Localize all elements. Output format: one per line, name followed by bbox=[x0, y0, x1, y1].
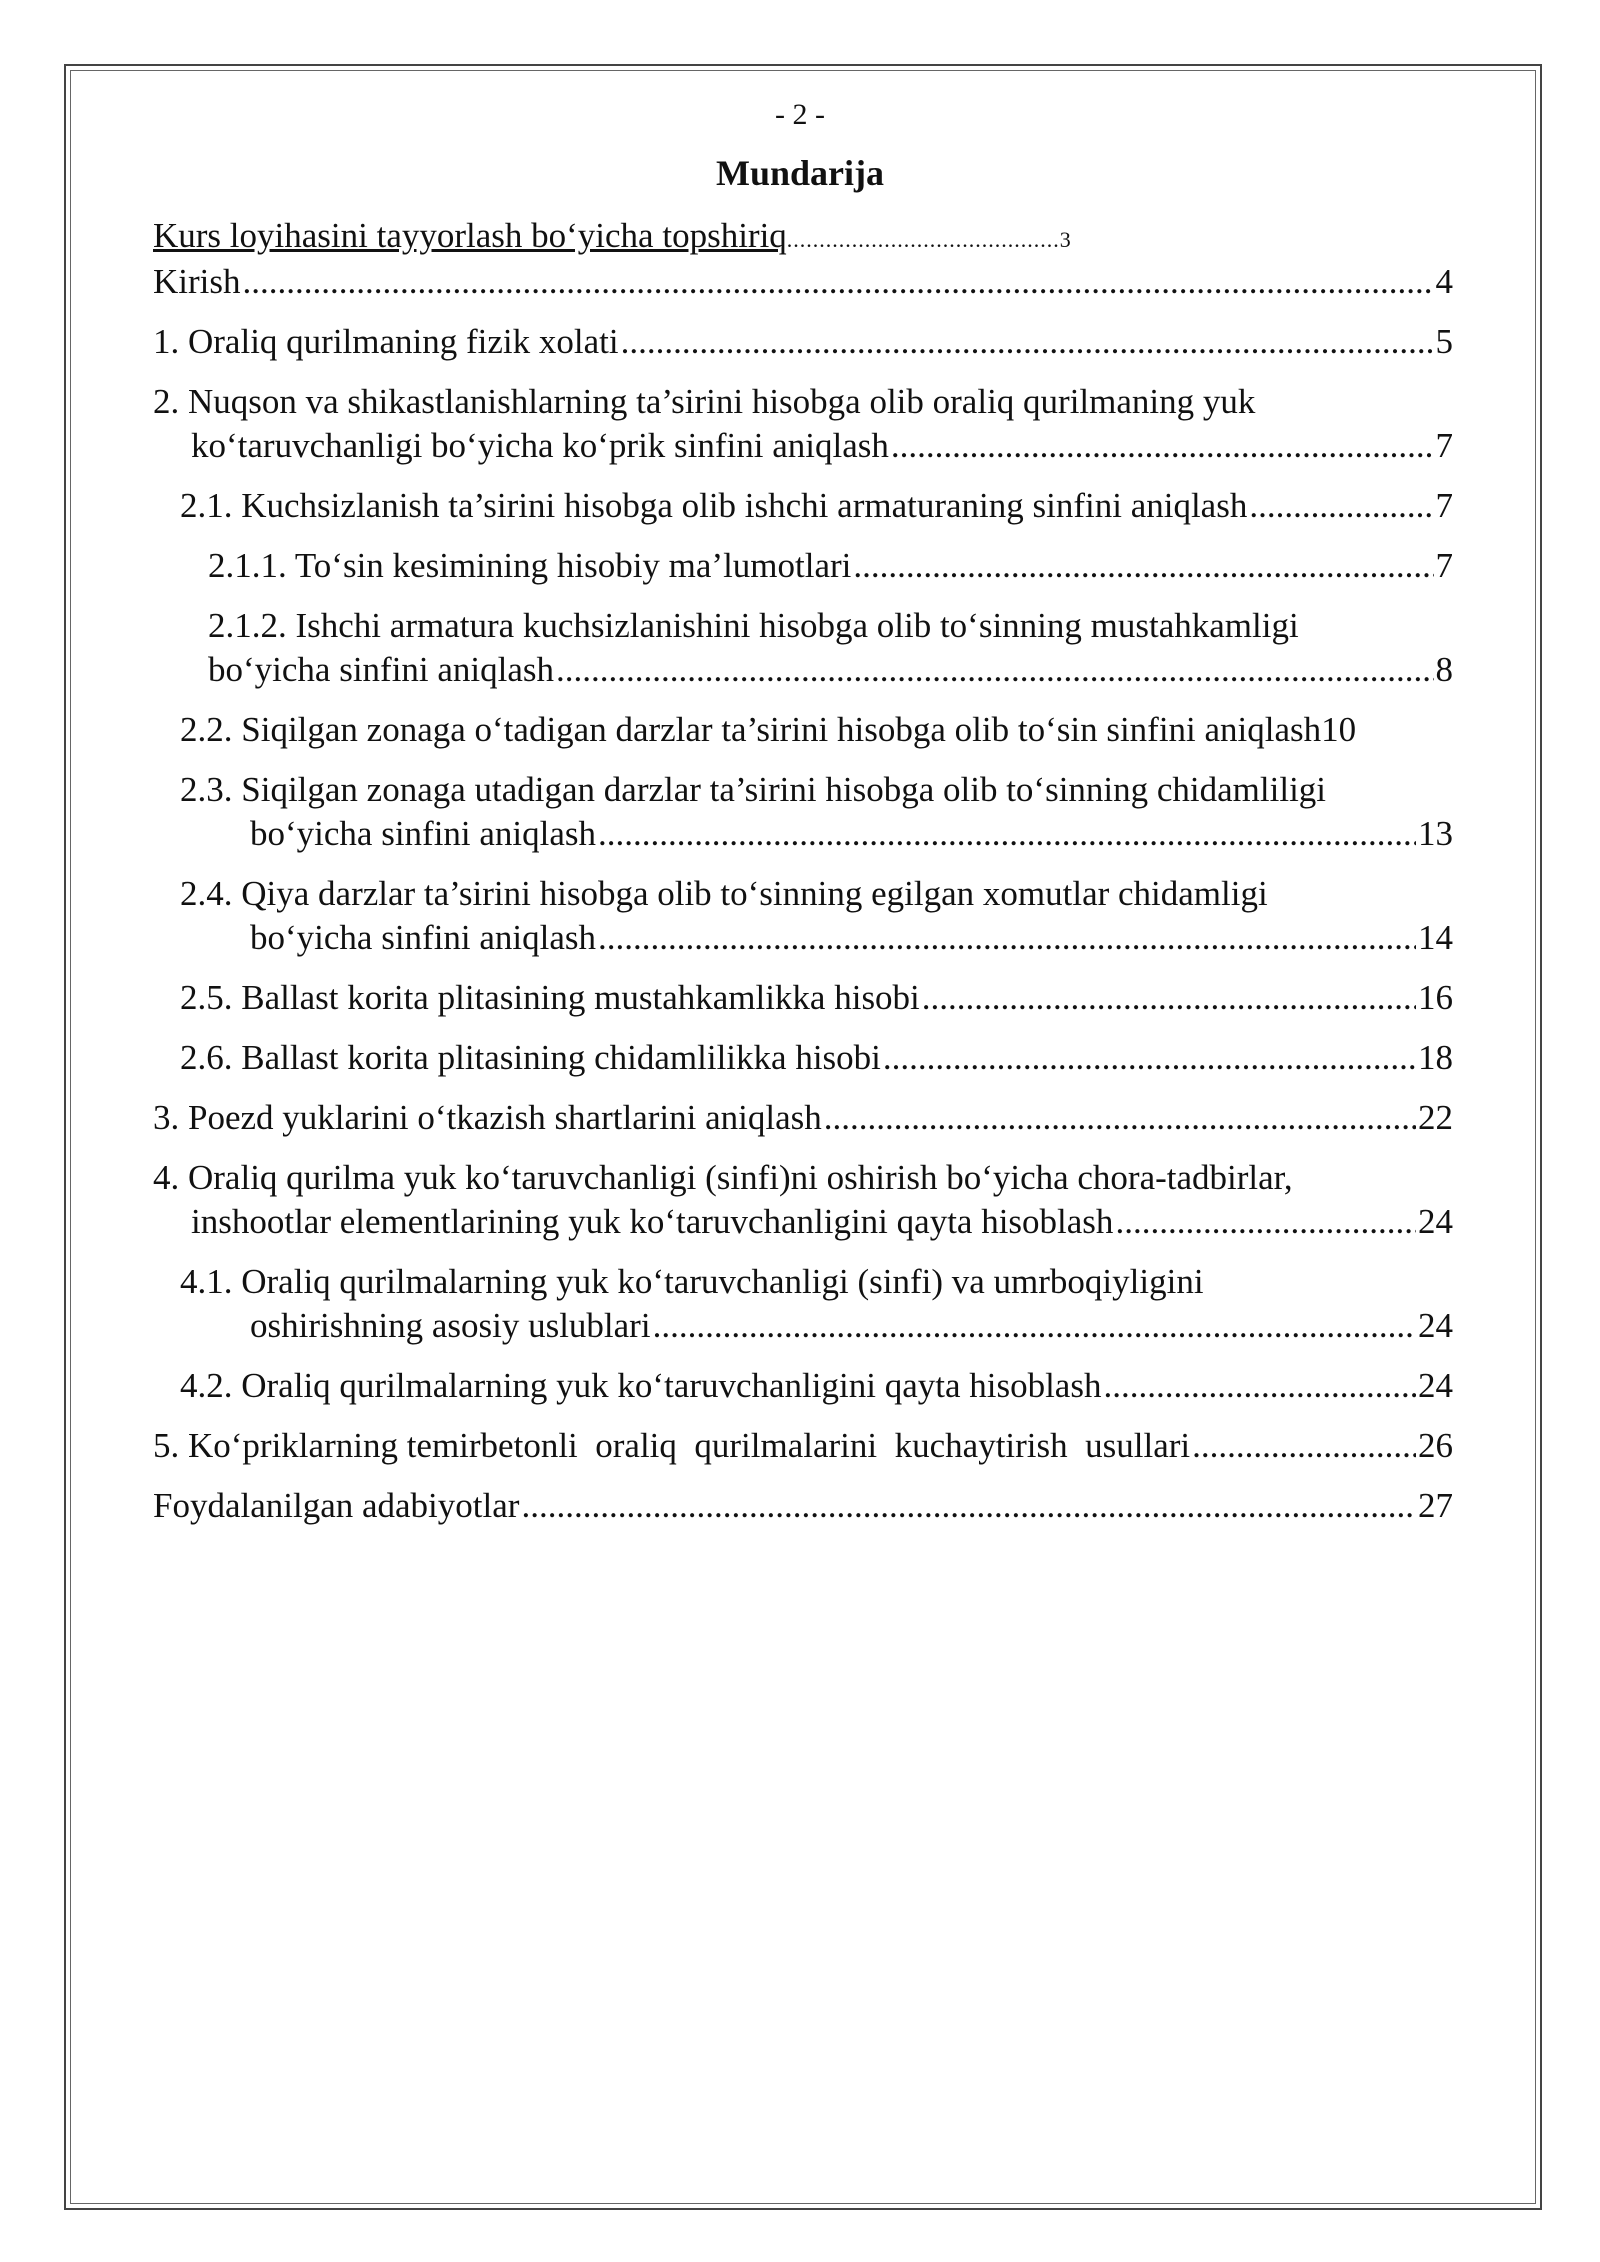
toc-page-number: 22 bbox=[1418, 1098, 1453, 1137]
toc-entry-title-line1: 2.1.2. Ishchi armatura kuchsizlanishini hisobga olib to‘sinning mustahkamligi bbox=[208, 606, 1299, 645]
toc-dot-leader bbox=[598, 916, 1416, 960]
toc-dot-leader bbox=[621, 320, 1434, 364]
toc-entry-4[interactable] bbox=[153, 1156, 1453, 1244]
toc-dot-leader bbox=[1115, 1200, 1416, 1244]
toc-dot-leader bbox=[653, 1304, 1416, 1348]
toc-entry-4-1[interactable] bbox=[153, 1260, 1453, 1348]
toc-entry-link[interactable]: Kurs loyihasini tayyorlash bo‘yicha topshiriq bbox=[153, 216, 787, 255]
toc-dot-leader: .......................................... bbox=[786, 227, 1060, 252]
toc-entry-title: ko‘taruvchanligi bo‘yicha ko‘prik sinfini aniqlash bbox=[191, 426, 889, 465]
toc-entry-2-1-2[interactable] bbox=[153, 604, 1453, 692]
toc-entry-assignment[interactable] bbox=[153, 212, 1453, 260]
toc-page-number: 27 bbox=[1418, 1486, 1453, 1525]
toc-page-number: 13 bbox=[1418, 814, 1453, 853]
toc-entry-2-3[interactable] bbox=[153, 768, 1453, 856]
toc-dot-leader bbox=[1103, 1364, 1416, 1408]
toc-entry-title-line1: 2. Nuqson va shikastlanishlarning ta’sirini hisobga olib oraliq qurilmaning yuk bbox=[153, 382, 1256, 421]
toc-dot-leader bbox=[521, 1484, 1416, 1528]
toc-dot-leader bbox=[853, 544, 1433, 588]
toc-entry-title: 2.6. Ballast korita plitasining chidamlilikka hisobi bbox=[180, 1038, 881, 1077]
toc-page-number: 4 bbox=[1435, 262, 1453, 301]
toc-page-number: 8 bbox=[1435, 650, 1453, 689]
toc-entry-title: oshirishning asosiy uslublari bbox=[250, 1306, 651, 1345]
toc-entry-2-5[interactable] bbox=[153, 976, 1453, 1020]
toc-page-number: 14 bbox=[1418, 918, 1453, 957]
toc-dot-leader bbox=[824, 1096, 1416, 1140]
toc-entry-title: bo‘yicha sinfini aniqlash bbox=[208, 650, 555, 689]
toc-entry-title: Foydalanilgan adabiyotlar bbox=[153, 1486, 520, 1525]
toc-entry-title-line1: 2.3. Siqilgan zonaga utadigan darzlar ta’sirini hisobga olib to‘sinning chidamliligi bbox=[180, 770, 1327, 809]
toc-dot-leader bbox=[556, 648, 1433, 692]
toc-entry-2[interactable] bbox=[153, 380, 1453, 468]
toc-entry-references[interactable] bbox=[153, 1484, 1453, 1528]
toc-dot-leader bbox=[1192, 1424, 1416, 1468]
toc-dot-leader bbox=[598, 812, 1416, 856]
toc-page-number: 7 bbox=[1435, 486, 1453, 525]
toc-page-number: 26 bbox=[1418, 1426, 1453, 1465]
toc-entry-1[interactable] bbox=[153, 320, 1453, 364]
toc-entry-title: 2.1.1. To‘sin kesimining hisobiy ma’lumotlari bbox=[208, 546, 852, 585]
toc-entry-title: 2.1. Kuchsizlanish ta’sirini hisobga olib ishchi armaturaning sinfini aniqlash bbox=[180, 486, 1248, 525]
toc-entry-title: 1. Oraliq qurilmaning fizik xolati bbox=[153, 322, 619, 361]
toc-entry-title: Kirish bbox=[153, 262, 241, 301]
toc-page-number: 7 bbox=[1435, 546, 1453, 585]
toc-dot-leader bbox=[922, 976, 1416, 1020]
table-of-contents bbox=[153, 212, 1453, 1528]
page-title: Mundarija bbox=[715, 153, 884, 193]
toc-entry-3[interactable] bbox=[153, 1096, 1453, 1140]
toc-entry-2-1[interactable] bbox=[153, 484, 1453, 528]
toc-entry-title-line1: 4.1. Oraliq qurilmalarning yuk ko‘taruvchanligi (sinfi) va umrboqiyligini bbox=[180, 1262, 1204, 1301]
toc-dot-leader bbox=[891, 424, 1434, 468]
toc-dot-leader bbox=[1249, 484, 1433, 528]
toc-page-number: 18 bbox=[1418, 1038, 1453, 1077]
toc-entry-title: 5. Ko‘priklarning temirbetonli oraliq qurilmalarini kuchaytirish usullari bbox=[153, 1426, 1191, 1465]
toc-entry-title-line1: 4. Oraliq qurilma yuk ko‘taruvchanligi (sinfi)ni oshirish bo‘yicha chora-tadbirlar, bbox=[153, 1158, 1293, 1197]
toc-entry-title: 3. Poezd yuklarini o‘tkazish shartlarini aniqlash bbox=[153, 1098, 822, 1137]
toc-entry-5[interactable] bbox=[153, 1424, 1453, 1468]
toc-entry-title: 2.5. Ballast korita plitasining mustahkamlikka hisobi bbox=[180, 978, 920, 1017]
toc-page-number: 7 bbox=[1435, 426, 1453, 465]
toc-entry-title: inshootlar elementlarining yuk ko‘taruvchanligini qayta hisoblash bbox=[191, 1202, 1114, 1241]
toc-page-number: 24 bbox=[1418, 1202, 1453, 1241]
toc-entry-2-2[interactable] bbox=[153, 708, 1453, 752]
toc-entry-title: bo‘yicha sinfini aniqlash bbox=[250, 814, 597, 853]
toc-dot-leader bbox=[243, 260, 1434, 304]
toc-entry-2-6[interactable] bbox=[153, 1036, 1453, 1080]
toc-entry-kirish[interactable] bbox=[153, 260, 1453, 304]
toc-page-number: 5 bbox=[1435, 322, 1453, 361]
toc-entry-2-1-1[interactable] bbox=[153, 544, 1453, 588]
toc-entry-title: 2.2. Siqilgan zonaga o‘tadigan darzlar ta’sirini hisobga olib to‘sin sinfini aniqlash bbox=[180, 710, 1322, 749]
toc-page-number: 10 bbox=[1321, 710, 1357, 749]
toc-dot-leader bbox=[883, 1036, 1416, 1080]
toc-page-number: 3 bbox=[1059, 227, 1071, 252]
toc-page-number: 24 bbox=[1418, 1366, 1453, 1405]
toc-entry-title: bo‘yicha sinfini aniqlash bbox=[250, 918, 597, 957]
toc-entry-4-2[interactable] bbox=[153, 1364, 1453, 1408]
toc-entry-title-line1: 2.4. Qiya darzlar ta’sirini hisobga olib to‘sinning egilgan xomutlar chidamligi bbox=[180, 874, 1268, 913]
toc-page-number: 16 bbox=[1418, 978, 1453, 1017]
toc-entry-2-4[interactable] bbox=[153, 872, 1453, 960]
toc-page-number: 24 bbox=[1418, 1306, 1453, 1345]
toc-entry-title: 4.2. Oraliq qurilmalarning yuk ko‘taruvchanligini qayta hisoblash bbox=[180, 1366, 1102, 1405]
page-number: - 2 - bbox=[775, 98, 825, 131]
